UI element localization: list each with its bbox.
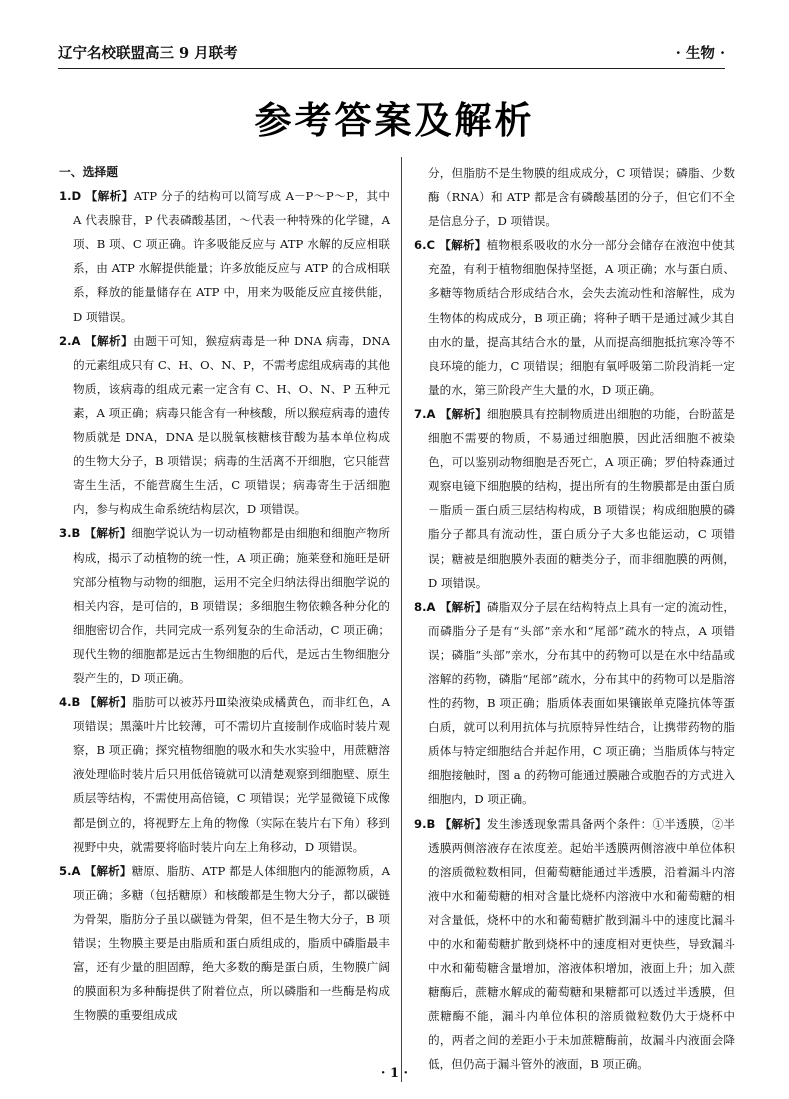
- exam-name: 辽宁名校联盟高三 9 月联考: [58, 45, 238, 62]
- page-title: 参考答案及解析: [254, 99, 535, 142]
- answer-key: 5.A 【解析】: [59, 863, 132, 878]
- answer-item: [414, 402, 735, 595]
- page-header: [58, 41, 725, 63]
- answer-key: 2.A 【解析】: [59, 333, 134, 348]
- right-items: [414, 233, 735, 1076]
- explanation-text: 糖原、脂肪、ATP 都是人体细胞内的能源物质，A 项正确；多糖（包括糖原）和核酸都是生物大分子，都以碳链为骨架，脂肪分子虽以碳链为骨架，但不是生物大分子，B 项错误；生物膜主要是由脂质和蛋白质组成的，脂质中磷脂最丰富，还有少量的胆固醇，绝大多数的酶是蛋白质，生物膜广阔的膜面积为多种酶提供了附着位点，所以磷脂和一些酶是构成生物膜的重要组成成: [73, 863, 390, 1023]
- section-heading: 一、选择题: [59, 165, 118, 179]
- answer-item: [59, 690, 390, 859]
- answer-item: [414, 233, 735, 402]
- explanation-text: ATP 分子的结构可以简写成 A－P～P～P，其中 A 代表腺苷，P 代表磷酸基团，～代表一种特殊的化学键，A 项、B 项、C 项正确。许多吸能反应与 ATP 水解的反应相联系，由 ATP 水解提供能量；许多放能反应与 ATP 的合成相联系，释放的能量储存在 ATP 中，用来为吸能反应直接供能，D 项错误。: [73, 189, 390, 324]
- left-items: [59, 184, 390, 1027]
- answer-key: 4.B 【解析】: [59, 695, 133, 710]
- page-number: · 1 ·: [380, 1066, 409, 1081]
- answer-key: 1.D 【解析】: [59, 189, 134, 204]
- column-divider: [401, 157, 402, 1082]
- answer-item: [59, 329, 390, 522]
- answer-item: [414, 595, 735, 812]
- subject-label: · 生物 ·: [675, 45, 725, 62]
- answer-key: 3.B 【解析】: [59, 526, 132, 541]
- answer-item: [59, 859, 390, 1028]
- explanation-text: 脂肪可以被苏丹Ⅲ染液染成橘黄色，而非红色，A 项错误；黑藻叶片比较薄，可不需切片直接制作成临时装片观察，B 项正确；探究植物细胞的吸水和失水实验中，用蔗糖溶液处理临时装片后只用低倍镜就可以清楚观察到细胞壁、原生质层等结构，不需使用高倍镜，C 项错误；光学显微镜下成像都是倒立的，将视野左上角的物像（实际在装片右下角）移到视野中央，就需要将临时装片向左上角移动，D 项错误。: [73, 695, 390, 854]
- answer-key: 8.A 【解析】: [414, 599, 487, 614]
- explanation-text: 植物根系吸收的水分一部分会储存在液泡中使其充盈，有利于植物细胞保持坚挺，A 项正确；水与蛋白质、多糖等物质结合形成结合水，会失去流动性和溶解性，成为生物体的构成成分，B 项正确；将种子晒干是通过减少其自由水的量，提高其结合水的量，从而提高细胞抵抗寒冷等不良环境的能力，C 项错误；细胞有氧呼吸第二阶段消耗一定量的水，第三阶段产生大量的水，D 项正确。: [428, 238, 735, 397]
- explanation-text: 磷脂双分子层在结构特点上具有一定的流动性，而磷脂分子是有“头部”亲水和“尾部”疏水的特点，A 项错误；磷脂“头部”亲水，分布其中的药物可以是在水中结晶或溶解的药物，磷脂“尾部”疏水，分布其中的药物可以是脂溶性的药物，B 项正确；脂质体表面如果镶嵌单克隆抗体等蛋白质，就可以利用抗体与抗原特异性结合，让携带药物的脂质体与特定细胞结合并起作用，C 项正确；当脂质体与特定细胞接触时，图 a 的药物可能通过膜融合或胞吞的方式进入细胞内，D 项正确。: [428, 599, 735, 807]
- explanation-text: 发生渗透现象需具备两个条件：①半透膜，②半透膜两侧溶液存在浓度差。起始半透膜两侧溶液中单位体积的溶质微粒数相同，但葡萄糖能通过半透膜，沿着漏斗内溶液中水和葡萄糖的相对含量比烧杯内溶液中水和葡萄糖的相对含量低，烧杯中的水和葡萄糖扩散到漏斗中的速度比漏斗中的水和葡萄糖扩散到烧杯中的速度相对更快些，导致漏斗中水和葡萄糖含量增加，溶液体积增加，液面上升；加入蔗糖酶后，蔗糖水解成的葡萄糖和果糖都可以透过半透膜，但蔗糖酶不能，漏斗内单位体积的溶质微粒数仍大于烧杯中的，两者之间的差距小于未加蔗糖酶前，故漏斗内液面会降低，但仍高于漏斗管外的液面，B 项正确。: [428, 816, 735, 1072]
- explanation-text: 由题干可知，猴痘病毒是一种 DNA 病毒，DNA 的元素组成只有 C、H、O、N、P，不需考虑组成病毒的其他物质，该病毒的组成元素一定含有 C、H、O、N、P 五种元素，A 项正确；病毒只能含有一种核酸，所以猴痘病毒的遗传物质就是 DNA，DNA 是以脱氧核糖核苷酸为基本单位构成的生物大分子，B 项错误；病毒的生活离不开细胞，它只能营寄生生活，不能营腐生生活，C 项错误；病毒寄生于活细胞内，参与构成生命系统结构层次，D 项错误。: [73, 333, 390, 517]
- answer-key: 6.C 【解析】: [414, 238, 487, 253]
- right-column: [414, 161, 735, 1077]
- answer-key: 9.B 【解析】: [414, 816, 487, 831]
- explanation-text: 细胞膜具有控制物质进出细胞的功能，台盼蓝是细胞不需要的物质，不易通过细胞膜，因此活细胞不被染色，可以鉴别动物细胞是否死亡，A 项正确；罗伯特森通过观察电镜下细胞膜的结构，提出所有的生物膜都是由蛋白质－脂质－蛋白质三层结构构成，B 项错误；构成细胞膜的磷脂分子都具有流动性，蛋白质分子大多也能运动，C 项错误；糖被是细胞膜外表面的糖类分子，而非细胞膜的两侧，D 项错误。: [428, 406, 735, 590]
- answer-item: [414, 812, 735, 1077]
- answer-key: 7.A 【解析】: [414, 406, 487, 421]
- explanation-text: 细胞学说认为一切动植物都是由细胞和细胞产物所构成，揭示了动植物的统一性，A 项正确；施莱登和施旺是研究部分植物与动物的细胞，运用不完全归纳法得出细胞学说的相关内容，是可信的，B 项错误；多细胞生物依赖各种分化的细胞密切合作，共同完成一系列复杂的生命活动，C 项正确；现代生物的细胞都是远古生物细胞的后代，是远古生物细胞分裂产生的，D 项正确。: [73, 526, 390, 685]
- header-rule: [58, 68, 725, 69]
- answer-item: [59, 521, 390, 690]
- left-column: [59, 160, 390, 1027]
- answer-item: [59, 184, 390, 329]
- continued-paragraph: 分，但脂肪不是生物膜的组成成分，C 项错误；磷脂、少数酶（RNA）和 ATP 都是含有磷酸基团的分子，但它们不全是信息分子，D 项错误。: [428, 166, 735, 229]
